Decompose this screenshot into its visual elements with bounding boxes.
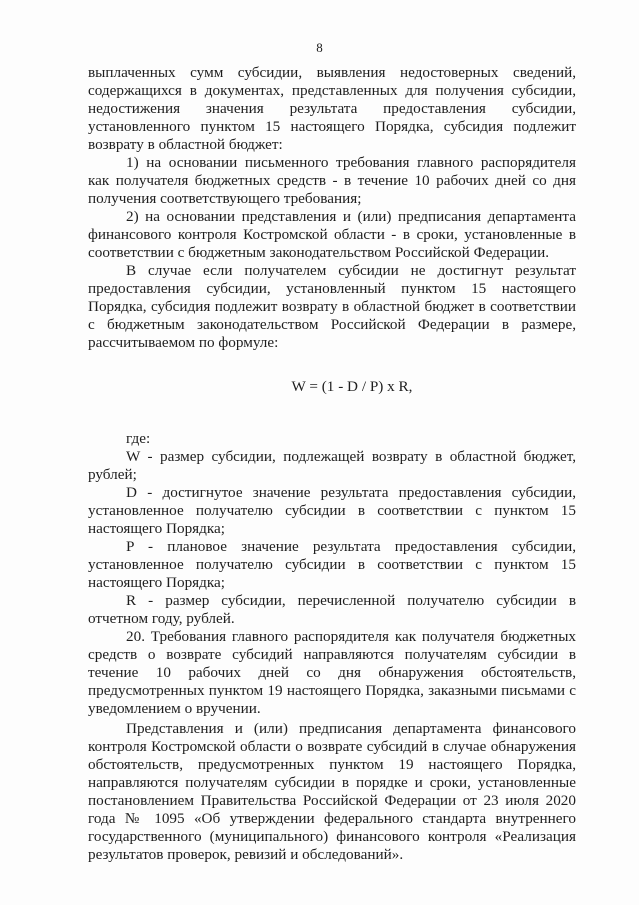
paragraph-item-2: 2) на основании представления и (или) предписания департамента финансового контроля Костромской области - в сроки, установленные в соответствии с бюджетным законодательством Российской Федерации. (88, 208, 576, 261)
paragraph-item-1: 1) на основании письменного требования главного распорядителя как получателя бюджетных средств - в течение 10 рабочих дней со дня получения соответствующего требования; (88, 154, 576, 207)
paragraph-return-conditions: выплаченных сумм субсидии, выявления недостоверных сведений, содержащихся в документах, представленных для получения субсидии, недостижения значения результата предоставления субсидии, установленного пунктом 15 настоящего Порядка, субсидия подлежит возврату в областной бюджет: (88, 64, 576, 153)
formula: W = (1 - D / P) x R, (291, 378, 413, 395)
page-number: 8 (316, 40, 323, 55)
definition-p: P - плановое значение результата предоставления субсидии, установленное получателю субсидии в соответствии с пунктом 15 настоящего Порядка; (88, 538, 576, 591)
definition-r: R - размер субсидии, перечисленной получателю субсидии в отчетном году, рублей. (88, 592, 576, 627)
definition-w: W - размер субсидии, подлежащей возврату в областной бюджет, рублей; (88, 448, 576, 483)
definition-d: D - достигнутое значение результата предоставления субсидии, установленное получателю субсидии в соответствии с пунктом 15 настоящего Порядка; (88, 484, 576, 537)
paragraph-representations: Представления и (или) предписания департамента финансового контроля Костромской области о возврате субсидий в случае обнаружения обстоятельств, предусмотренных пунктом 19 настоящего Порядка, направляются получателям субсидии в порядке и сроки, установленные постановлением Правительства Российской Федерации от 23 июля 2020 года № 1095 «Об утверждении федерального стандарта внутреннего государственного (муниципального) финансового контроля «Реализация результатов проверок, ревизий и обследований». (88, 720, 576, 863)
document-body (88, 64, 576, 864)
paragraph-clause-20: 20. Требования главного распорядителя как получателя бюджетных средств о возврате субсидий направляются получателям субсидии в течение 10 рабочих дней со дня обнаружения обстоятельств, предусмотренных пунктом 19 настоящего Порядка, заказными письмами с уведомлением о вручении. (88, 628, 576, 717)
definition-where: где: (126, 430, 151, 447)
paragraph-formula-intro: В случае если получателем субсидии не достигнут результат предоставления субсидии, установленный пунктом 15 настоящего Порядка, субсидия подлежит возврату в областной бюджет в соответствии с бюджетным законодательством Российской Федерации в размере, рассчитываемом по формуле: (88, 262, 576, 351)
